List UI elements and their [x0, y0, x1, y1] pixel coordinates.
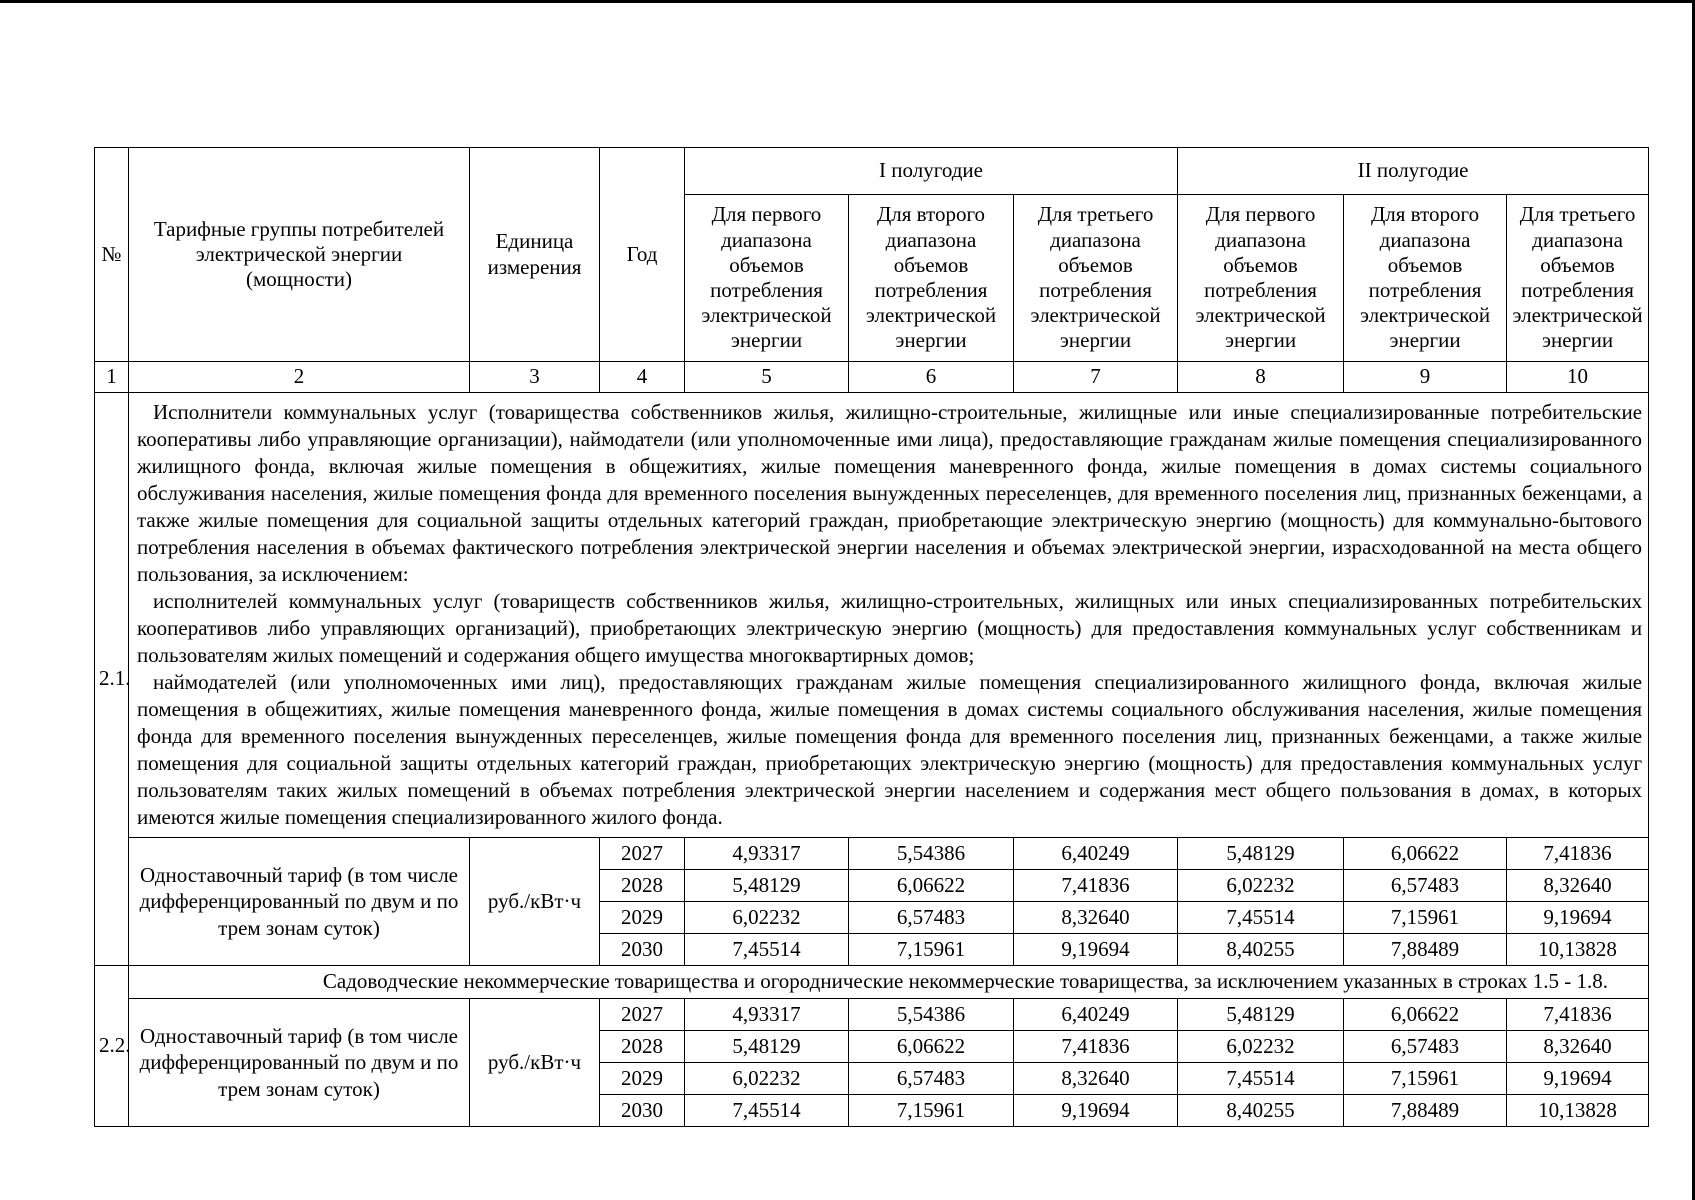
header-half-1: I полугодие	[685, 148, 1178, 195]
value-cell: 9,19694	[1507, 1063, 1649, 1095]
column-number: 5	[685, 362, 849, 393]
header-year: Год	[600, 148, 685, 362]
value-cell: 7,88489	[1344, 934, 1507, 966]
header-range-3: Для третьего диапазона объемов потребления электрической энергии	[1014, 195, 1178, 362]
value-cell: 6,02232	[685, 902, 849, 934]
column-numbers-row	[95, 362, 1649, 393]
column-number: 9	[1344, 362, 1507, 393]
value-cell: 7,45514	[685, 1095, 849, 1127]
value-cell: 8,40255	[1178, 1095, 1344, 1127]
header-range-2: Для второго диапазона объемов потребления электрической энергии	[849, 195, 1014, 362]
value-cell: 8,32640	[1507, 870, 1649, 902]
value-cell: 6,57483	[1344, 870, 1507, 902]
year-cell: 2027	[600, 999, 685, 1031]
value-cell: 6,57483	[849, 902, 1014, 934]
value-cell: 5,48129	[685, 1031, 849, 1063]
header-tariff-group: Тарифные группы потребителей электрической энергии (мощности)	[129, 148, 470, 362]
value-cell: 6,02232	[1178, 1031, 1344, 1063]
value-cell: 9,19694	[1014, 934, 1178, 966]
section-2-2	[95, 966, 1649, 1127]
header-range-1: Для первого диапазона объемов потребления электрической энергии	[685, 195, 849, 362]
unit-cell: руб./кВт·ч	[470, 838, 600, 966]
year-cell: 2030	[600, 1095, 685, 1127]
header-unit: Единица измерения	[470, 148, 600, 362]
year-cell: 2027	[600, 838, 685, 870]
value-cell: 6,02232	[1178, 870, 1344, 902]
value-cell: 6,40249	[1014, 838, 1178, 870]
section-number: 2.1.	[95, 393, 129, 966]
value-cell: 7,45514	[685, 934, 849, 966]
column-number: 1	[95, 362, 129, 393]
value-cell: 8,32640	[1507, 1031, 1649, 1063]
description-paragraph: Исполнители коммунальных услуг (товарищества собственников жилья, жилищно-строительные, жилищные или иные специализированные потребительские кооперативы либо управляющие организации), наймодатели (или уполномоченные ими лица), предоставляющие гражданам жилые помещения специализированного жилищного фонда, включая жилые помещения в общежитиях, жилые помещения маневренного фонда, жилые помещения в домах системы социального обслуживания населения, жилые помещения фонда для временного поселения вынужденных переселенцев, для временного поселения лиц, признанных беженцами, а также жилые помещения для социальной защиты отдельных категорий граждан, приобретающие электрическую энергию (мощность) для коммунально-бытового потребления населения в объемах фактического потребления электрической энергии населения и объемах электрической энергии, израсходованной на места общего пользования, за исключением:	[137, 400, 1643, 586]
value-cell: 7,41836	[1507, 999, 1649, 1031]
value-cell: 7,15961	[1344, 1063, 1507, 1095]
value-cell: 7,45514	[1178, 1063, 1344, 1095]
value-cell: 7,41836	[1507, 838, 1649, 870]
value-cell: 4,93317	[685, 838, 849, 870]
table-row	[95, 838, 1649, 870]
column-number: 2	[129, 362, 470, 393]
header-number: №	[95, 148, 129, 362]
value-cell: 5,54386	[849, 999, 1014, 1031]
value-cell: 7,15961	[849, 934, 1014, 966]
tariff-label: Одноставочный тариф (в том числе дифференцированный по двум и по трем зонам суток)	[129, 999, 470, 1127]
value-cell: 9,19694	[1014, 1095, 1178, 1127]
value-cell: 6,40249	[1014, 999, 1178, 1031]
column-number: 8	[1178, 362, 1344, 393]
value-cell: 7,41836	[1014, 870, 1178, 902]
table-row	[95, 999, 1649, 1031]
value-cell: 7,41836	[1014, 1031, 1178, 1063]
header-range-5: Для второго диапазона объемов потребления электрической энергии	[1344, 195, 1507, 362]
column-number: 10	[1507, 362, 1649, 393]
value-cell: 7,45514	[1178, 902, 1344, 934]
section-2-1	[95, 393, 1649, 966]
year-cell: 2029	[600, 1063, 685, 1095]
value-cell: 6,57483	[1344, 1031, 1507, 1063]
column-number: 4	[600, 362, 685, 393]
value-cell: 5,48129	[1178, 838, 1344, 870]
section-description	[129, 393, 1649, 838]
year-cell: 2028	[600, 1031, 685, 1063]
section-title: Садоводческие некоммерческие товарищества и огороднические некоммерческие товарищества, за исключением указанных в строках 1.5 - 1.8.	[129, 966, 1649, 999]
value-cell: 7,15961	[1344, 902, 1507, 934]
column-number: 7	[1014, 362, 1178, 393]
value-cell: 7,15961	[849, 1095, 1014, 1127]
column-number: 6	[849, 362, 1014, 393]
value-cell: 6,57483	[849, 1063, 1014, 1095]
header-half-2: II полугодие	[1178, 148, 1649, 195]
table-header	[95, 148, 1649, 393]
column-number: 3	[470, 362, 600, 393]
description-paragraph: наймодателей (или уполномоченных ими лиц), предоставляющих гражданам жилые помещения специализированного жилищного фонда, включая жилые помещения в общежитиях, жилые помещения маневренного фонда, жилые помещения в домах системы социального обслуживания населения, жилые помещения фонда для временного поселения вынужденных переселенцев, жилые помещения фонда для временного поселения лиц, признанных беженцами, а также жилые помещения для социальной защиты отдельных категорий граждан, приобретающих электрическую энергию (мощность) для предоставления коммунальных услуг пользователям таких жилых помещений в объемах потребления электрической энергии населением и содержания мест общего пользования в домах, в которых имеются жилые помещения специализированного жилого фонда.	[137, 670, 1643, 829]
value-cell: 9,19694	[1507, 902, 1649, 934]
value-cell: 6,06622	[849, 870, 1014, 902]
year-cell: 2029	[600, 902, 685, 934]
tariff-table	[94, 147, 1649, 1127]
value-cell: 10,13828	[1507, 934, 1649, 966]
year-cell: 2028	[600, 870, 685, 902]
value-cell: 6,06622	[1344, 999, 1507, 1031]
tariff-document	[94, 147, 1648, 1127]
section-number: 2.2.	[95, 966, 129, 1127]
value-cell: 8,32640	[1014, 902, 1178, 934]
header-range-6: Для третьего диапазона объемов потребления электрической энергии	[1507, 195, 1649, 362]
tariff-label: Одноставочный тариф (в том числе дифференцированный по двум и по трем зонам суток)	[129, 838, 470, 966]
value-cell: 8,40255	[1178, 934, 1344, 966]
value-cell: 6,06622	[1344, 838, 1507, 870]
unit-cell: руб./кВт·ч	[470, 999, 600, 1127]
value-cell: 8,32640	[1014, 1063, 1178, 1095]
value-cell: 5,48129	[685, 870, 849, 902]
header-range-4: Для первого диапазона объемов потребления электрической энергии	[1178, 195, 1344, 362]
value-cell: 7,88489	[1344, 1095, 1507, 1127]
year-cell: 2030	[600, 934, 685, 966]
value-cell: 5,54386	[849, 838, 1014, 870]
value-cell: 6,06622	[849, 1031, 1014, 1063]
description-paragraph: исполнителей коммунальных услуг (товариществ собственников жилья, жилищно-строительных, жилищных или иных специализированных потребительских кооперативов либо управляющих организаций), приобретающих электрическую энергию (мощность) для предоставления коммунальных услуг собственникам и пользователям жилых помещений и содержания общего имущества многоквартирных домов;	[137, 589, 1643, 667]
scan-border-top	[0, 0, 1695, 3]
value-cell: 5,48129	[1178, 999, 1344, 1031]
value-cell: 6,02232	[685, 1063, 849, 1095]
value-cell: 4,93317	[685, 999, 849, 1031]
value-cell: 10,13828	[1507, 1095, 1649, 1127]
